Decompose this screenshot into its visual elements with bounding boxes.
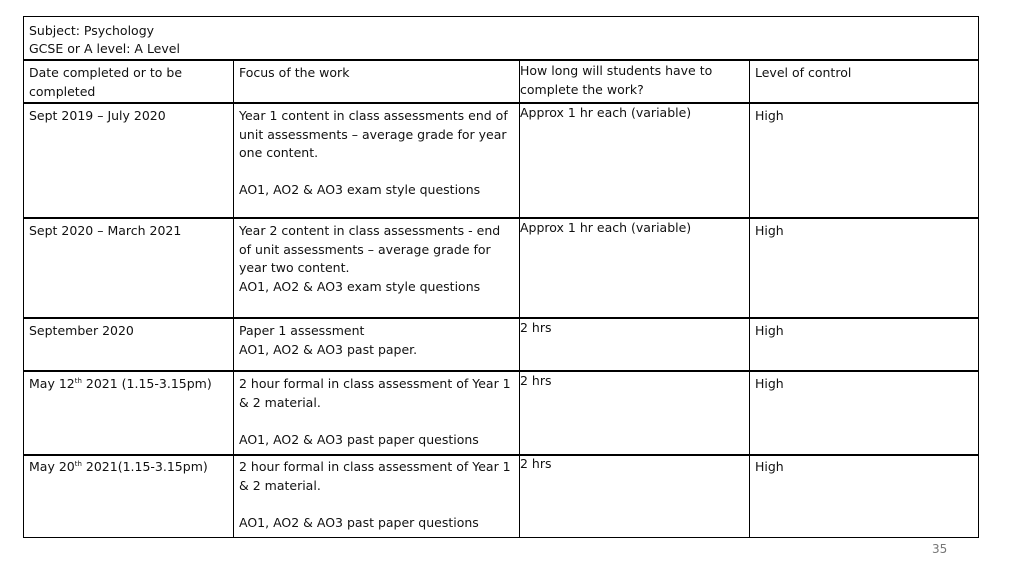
assessment-table: [23, 16, 979, 538]
row-3-focus: Paper 1 assessment AO1, AO2 & AO3 past paper.: [239, 323, 418, 357]
column-divider: [749, 60, 750, 538]
row-1-focus: Year 1 content in class assessments end of unit assessments – average grade for year one content. AO1, AO2 & AO3 exam style questions: [239, 108, 508, 197]
row-divider: [24, 217, 978, 219]
row-4-duration: 2 hrs: [520, 373, 552, 388]
row-5-date: May 20th 2021(1.15-3.15pm): [29, 459, 208, 474]
row-3-control: High: [755, 323, 784, 338]
row-2-focus: Year 2 content in class assessments - end of unit assessments – average grade for year two content. AO1, AO2 & AO3 exam style questions: [239, 223, 501, 294]
row-3-duration: 2 hrs: [520, 320, 552, 335]
subject-label: Subject: Psychology: [29, 23, 155, 38]
row-5-duration: 2 hrs: [520, 456, 552, 471]
row-divider: [24, 317, 978, 319]
row-4-focus: 2 hour formal in class assessment of Year 1 & 2 material. AO1, AO2 & AO3 past paper questions: [239, 376, 511, 447]
row-2-date: Sept 2020 – March 2021: [29, 223, 182, 238]
row-2-duration: Approx 1 hr each (variable): [520, 220, 692, 235]
row-divider: [24, 59, 978, 61]
row-5-focus: 2 hour formal in class assessment of Year 1 & 2 material. AO1, AO2 & AO3 past paper questions: [239, 459, 511, 530]
row-4-date: May 12th 2021 (1.15-3.15pm): [29, 376, 212, 391]
row-2-control: High: [755, 223, 784, 238]
row-1-control: High: [755, 108, 784, 123]
column-header-date: Date completed or to be completed: [29, 65, 183, 99]
column-header-control: Level of control: [755, 65, 852, 80]
column-divider: [233, 60, 234, 538]
row-divider: [24, 370, 978, 372]
row-4-control: High: [755, 376, 784, 391]
column-header-duration: How long will students have to complete the work?: [520, 63, 713, 97]
level-label: GCSE or A level: A Level: [29, 41, 180, 56]
row-divider: [24, 454, 978, 456]
page-number: 35: [932, 542, 948, 556]
row-3-date: September 2020: [29, 323, 134, 338]
row-divider: [24, 102, 978, 104]
row-5-control: High: [755, 459, 784, 474]
column-header-focus: Focus of the work: [239, 65, 350, 80]
row-1-duration: Approx 1 hr each (variable): [520, 105, 692, 120]
row-1-date: Sept 2019 – July 2020: [29, 108, 166, 123]
